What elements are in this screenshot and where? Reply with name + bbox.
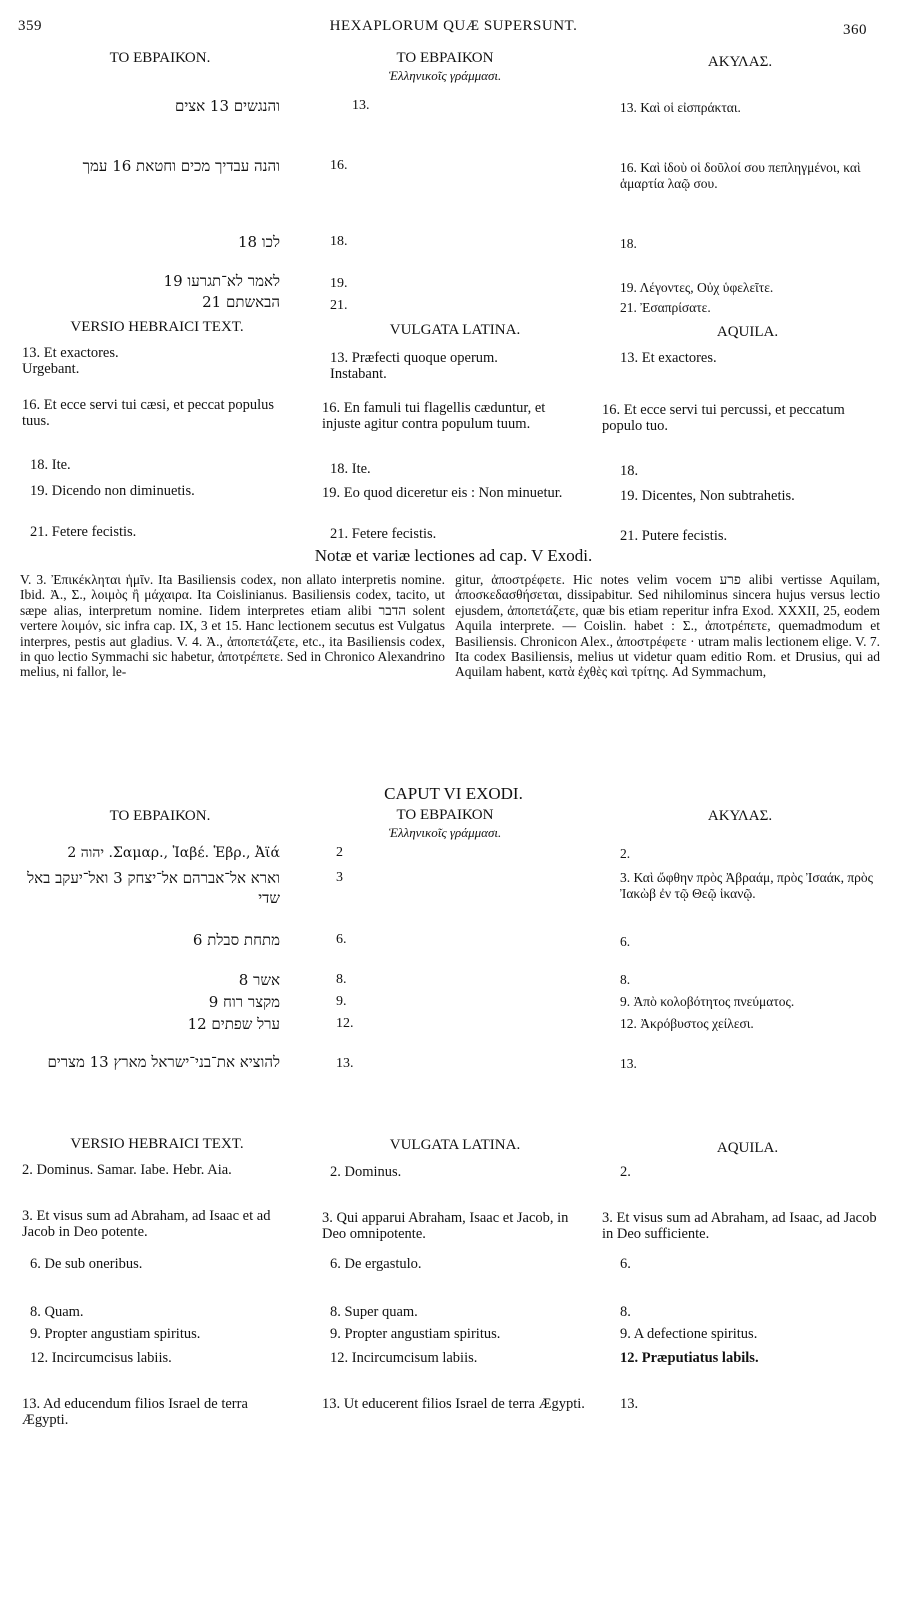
latin-row-version: 9. Propter angustiam spiritus. bbox=[30, 1326, 201, 1342]
verse-number: 18. bbox=[330, 234, 348, 249]
notes-title: Notæ et variæ lectiones ad cap. V Exodi. bbox=[314, 546, 593, 565]
latin-header-aquila: AQUILA. bbox=[716, 324, 779, 340]
col-header-aquila: ΑΚΥΛΑΣ. bbox=[707, 808, 773, 824]
col-header-aquila: ΑΚΥΛΑΣ. bbox=[707, 54, 773, 70]
latin-header-version: VERSIO HEBRAICI TEXT. bbox=[70, 319, 244, 335]
latin-row-version: 3. Et visus sum ad Abraham, ad Isaac et ad Jacob in Deo potente. bbox=[22, 1208, 271, 1240]
latin-row-aquila: 19. Dicentes, Non subtrahetis. bbox=[620, 488, 795, 504]
latin-row-vulgata: 3. Qui apparui Abraham, Isaac et Jacob, in Deo omnipotente. bbox=[322, 1210, 569, 1242]
latin-row-vulgata: 8. Super quam. bbox=[330, 1304, 418, 1320]
col-header-hebrew-greek: ΤΟ ΕΒΡΑΙΚΟΝ bbox=[396, 50, 494, 66]
latin-row-vulgata: 13. Ut educerent filios Israel de terra Ægypti. bbox=[322, 1396, 585, 1412]
latin-row-aquila: 8. bbox=[620, 1304, 631, 1320]
latin-row-aquila: 6. bbox=[620, 1256, 631, 1272]
chapter-title: CAPUT VI EXODI. bbox=[384, 784, 523, 803]
latin-row-aquila: 3. Et visus sum ad Abraham, ad Isaac, ad Jacob in Deo sufficiente. bbox=[602, 1210, 877, 1242]
verse-number: 13. bbox=[336, 1056, 354, 1071]
hebrew-row: מקצר רוח 9 bbox=[208, 993, 280, 1011]
latin-row-vulgata: 13. Præfecti quoque operum. Instabant. bbox=[330, 350, 498, 382]
notes-left-column: V. 3. Ἐπικέκληται ἡμῖν. Ita Basiliensis codex, non allato interpretis nomine. Ibid. Ἀ., Σ., λοιμὸς ἢ μάχαιρα. Ita Coislinianus. Basiliensis codex, tacito, ut sæpe alias, interpretum nomine. Iidem interpretes etiam alibi הדבר solent vertere λοιμόν, sic infra cap. IX, 3 et 15. Hanc lectionem secutus est Vulgatus interpres, pestis aut gladius. V. 4. Ἀ., ἀποπετάζετε, etc., ita Basiliensis codex, in quo lectio Symmachi sic habetur, ἀποτρέπετε. Sed in Chronico Alexandrino melius, ni fallor, le- bbox=[20, 572, 446, 680]
latin-row-aquila: 12. Præputiatus labils. bbox=[620, 1350, 759, 1366]
col-subheader: Ἑλληνικοῖς γράμμασι. bbox=[388, 825, 502, 840]
greek-row: 9. Ἀπὸ κολοβότητος πνεύματος. bbox=[620, 994, 795, 1009]
verse-number: 19. bbox=[330, 276, 348, 291]
latin-row-aquila: 18. bbox=[620, 463, 639, 479]
latin-row-version: 12. Incircumcisus labiis. bbox=[30, 1350, 172, 1366]
latin-row-version: 13. Ad educendum filios Israel de terra Ægypti. bbox=[22, 1396, 248, 1428]
latin-row-aquila: 16. Et ecce servi tui percussi, et peccatum populo tuo. bbox=[602, 402, 845, 434]
hebrew-row: והנגשים 13 אצים bbox=[175, 97, 280, 115]
col-subheader: Ἑλληνικοῖς γράμμασι. bbox=[388, 68, 502, 83]
latin-row-version: 21. Fetere fecistis. bbox=[30, 524, 137, 540]
greek-row: 18. bbox=[620, 236, 637, 251]
latin-row-vulgata: 19. Eo quod diceretur eis : Non minuetur. bbox=[322, 485, 563, 501]
greek-row: 2. bbox=[620, 846, 631, 861]
greek-row: 21. Ἐσαπρίσατε. bbox=[620, 300, 711, 315]
hebrew-row: וארא אל־אברהם אל־יצחק 3 ואל־יעקב באל שדי bbox=[27, 869, 280, 907]
greek-row: 13. Καὶ οἱ εἰσπράκται. bbox=[620, 100, 741, 115]
verse-number: 3 bbox=[336, 870, 343, 885]
latin-row-aquila: 9. A defectione spiritus. bbox=[620, 1326, 758, 1342]
col-header-hebrew-greek: ΤΟ ΕΒΡΑΙΚΟΝ bbox=[396, 807, 494, 823]
latin-header-vulgata: VULGATA LATINA. bbox=[389, 1137, 521, 1153]
latin-row-version: 16. Et ecce servi tui cæsi, et peccat populus tuus. bbox=[22, 397, 275, 429]
hebrew-row: והנה עבדיך מכים וחטאת 16 עמך bbox=[82, 157, 280, 175]
verse-number: 2 bbox=[336, 845, 343, 860]
latin-row-vulgata: 18. Ite. bbox=[330, 461, 371, 477]
hebrew-row: מתחת סבלת 6 bbox=[192, 931, 280, 949]
latin-header-vulgata: VULGATA LATINA. bbox=[389, 322, 521, 338]
latin-row-version: 13. Et exactores. Urgebant. bbox=[22, 345, 119, 377]
hebrew-row: אשר 8 bbox=[238, 971, 280, 989]
verse-number: 13. bbox=[352, 98, 370, 113]
verse-number: 9. bbox=[336, 994, 347, 1009]
latin-row-vulgata: 12. Incircumcisum labiis. bbox=[330, 1350, 478, 1366]
latin-row-version: 8. Quam. bbox=[30, 1304, 84, 1320]
greek-row: 19. Λέγοντες, Οὐχ ὑφελεῖτε. bbox=[620, 280, 774, 295]
latin-row-version: 19. Dicendo non diminuetis. bbox=[30, 483, 195, 499]
page-number-right: 360 bbox=[843, 22, 867, 38]
col-header-hebrew: ΤΟ ΕΒΡΑΙΚΟΝ. bbox=[109, 50, 211, 66]
latin-row-vulgata: 21. Fetere fecistis. bbox=[330, 526, 437, 542]
greek-row: 3. Καὶ ὤφθην πρὸς Ἀβραάμ, πρὸς Ἰσαάκ, πρὸς Ἰακὼβ ἐν τῷ Θεῷ ἱκανῷ. bbox=[620, 870, 874, 901]
latin-row-aquila: 2. bbox=[620, 1164, 631, 1180]
hebrew-row: לאמר לא־תגרעו 19 bbox=[163, 272, 280, 290]
hebrew-row: לכו 18 bbox=[237, 233, 280, 251]
latin-row-version: 18. Ite. bbox=[30, 457, 71, 473]
latin-header-version: VERSIO HEBRAICI TEXT. bbox=[70, 1136, 244, 1152]
latin-row-vulgata: 6. De ergastulo. bbox=[330, 1256, 422, 1272]
latin-row-vulgata: 9. Propter angustiam spiritus. bbox=[330, 1326, 501, 1342]
latin-row-aquila: 21. Putere fecistis. bbox=[620, 528, 728, 544]
hebrew-row: להוציא את־בני־ישראל מארץ 13 מצרים bbox=[47, 1053, 280, 1071]
greek-row: 13. bbox=[620, 1056, 637, 1071]
latin-row-vulgata: 2. Dominus. bbox=[330, 1164, 402, 1180]
hebrew-row: הבאשתם 21 bbox=[202, 293, 280, 311]
page-number-left: 359 bbox=[18, 18, 42, 34]
verse-number: 16. bbox=[330, 158, 348, 173]
latin-row-version: 6. De sub oneribus. bbox=[30, 1256, 143, 1272]
latin-row-vulgata: 16. En famuli tui flagellis cæduntur, et injuste agitur contra populum tuum. bbox=[322, 400, 546, 432]
greek-row: 6. bbox=[620, 934, 631, 949]
greek-row: 12. Ἀκρόβυστος χείλεσι. bbox=[620, 1016, 754, 1031]
hebrew-row: ערל שפתים 12 bbox=[187, 1015, 280, 1033]
verse-number: 6. bbox=[336, 932, 347, 947]
latin-row-aquila: 13. bbox=[620, 1396, 639, 1412]
latin-row-version: 2. Dominus. Samar. Iabe. Hebr. Aia. bbox=[22, 1162, 232, 1178]
greek-row: 8. bbox=[620, 972, 631, 987]
latin-header-aquila: AQUILA. bbox=[716, 1140, 779, 1156]
notes-right-column: gitur, ἀποστρέφετε. Hic notes velim vocem פרע alibi vertisse Aquilam, ἀποσκεδασθήσεται, dissipabitur. Sed nihilominus sincera hujus versus lectio ejusdem, ἀποπετάζετε, quæ bis etiam reperitur infra Exod. XXXII, 25, eodem Aquila interprete. — Coislin. habet : Σ., ἀποτρέπετε, quemadmodum et Basiliensis. Chronicon Alex., ἀποστρέφετε · utram malis lectionem elige. V. 7. Ita codex Basiliensis, melius ut videtur quam editio Rom. et Drusius, qui ad Aquilam habent, κατὰ ἐχθὲς καὶ τρίτης. Ad Symmachum, bbox=[455, 572, 880, 680]
hebrew-row: Σαμαρ., Ἰαβέ. Ἑβρ., Ἀϊά. יהוה 2 bbox=[67, 845, 280, 861]
running-title: HEXAPLORUM QUÆ SUPERSUNT. bbox=[329, 18, 578, 34]
greek-row: 16. Καὶ ἰδοὺ οἱ δοῦλοί σου πεπληγμένοι, καὶ ἁμαρτία λαῷ σου. bbox=[620, 160, 861, 191]
verse-number: 12. bbox=[336, 1016, 354, 1031]
col-header-hebrew: ΤΟ ΕΒΡΑΙΚΟΝ. bbox=[109, 808, 211, 824]
verse-number: 21. bbox=[330, 298, 348, 313]
verse-number: 8. bbox=[336, 972, 347, 987]
latin-row-aquila: 13. Et exactores. bbox=[620, 350, 717, 366]
